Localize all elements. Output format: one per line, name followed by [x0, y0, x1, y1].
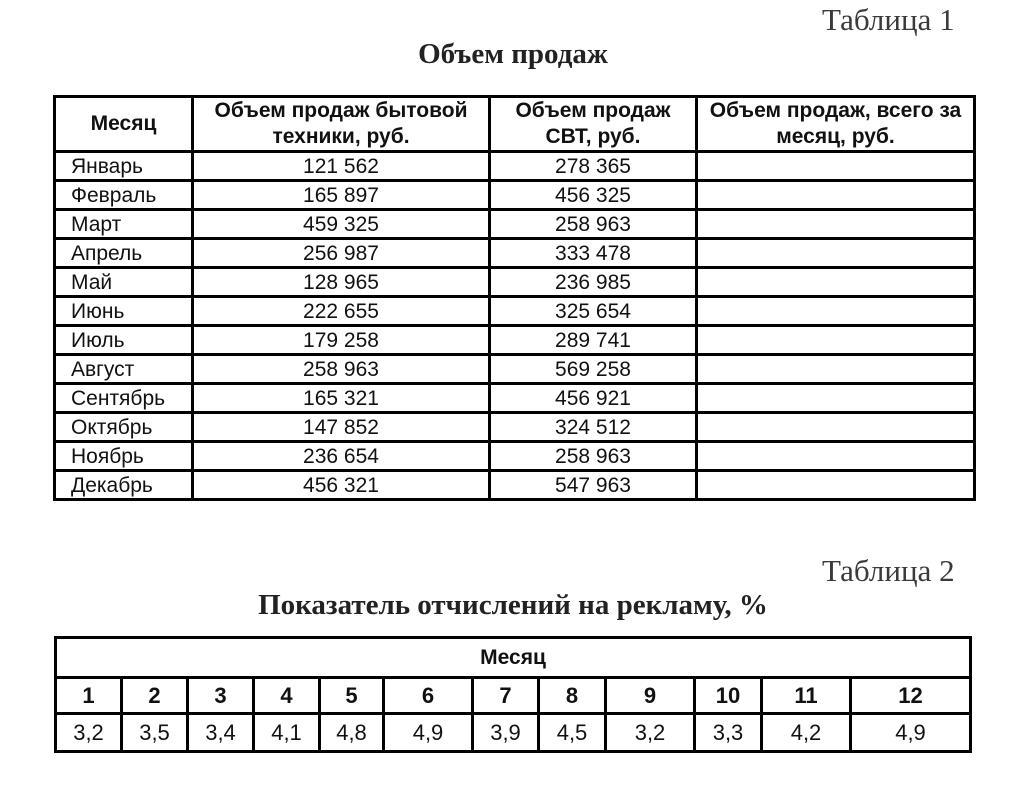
advertising-rate-cell: 4,9 — [851, 714, 971, 752]
table-row — [55, 239, 975, 268]
month-cell: Март — [55, 210, 193, 239]
month-cell: Февраль — [55, 181, 193, 210]
table-row — [55, 152, 975, 181]
table-2-title: Показатель отчислений на рекламу, % — [258, 589, 768, 621]
advertising-rate-cell: 4,9 — [384, 714, 473, 752]
svt-sales-cell: 258 963 — [490, 210, 697, 239]
appliances-sales-cell: 459 325 — [193, 210, 490, 239]
month-number-header: 5 — [320, 678, 384, 714]
appliances-sales-cell: 179 258 — [193, 326, 490, 355]
month-cell: Октябрь — [55, 413, 193, 442]
month-number-header: 12 — [851, 678, 971, 714]
table-1-caption: Таблица 1 — [822, 2, 955, 37]
advertising-rate-cell: 3,4 — [188, 714, 254, 752]
table-row — [55, 355, 975, 384]
month-cell: Ноябрь — [55, 442, 193, 471]
total-sales-cell — [697, 268, 975, 297]
total-sales-cell — [697, 210, 975, 239]
month-number-header: 4 — [254, 678, 320, 714]
advertising-rate-cell: 3,2 — [56, 714, 122, 752]
month-number-header: 1 — [56, 678, 122, 714]
month-number-header: 7 — [473, 678, 539, 714]
month-cell: Сентябрь — [55, 384, 193, 413]
column-header-svt-sales: Объем продаж СВТ, руб. — [490, 97, 697, 152]
table-row — [55, 442, 975, 471]
svt-sales-cell: 324 512 — [490, 413, 697, 442]
appliances-sales-cell: 258 963 — [193, 355, 490, 384]
svt-sales-cell: 278 365 — [490, 152, 697, 181]
month-cell: Август — [55, 355, 193, 384]
month-number-header: 2 — [122, 678, 188, 714]
month-number-header: 11 — [762, 678, 851, 714]
appliances-sales-cell: 236 654 — [193, 442, 490, 471]
table-row — [55, 268, 975, 297]
table-row — [55, 297, 975, 326]
column-header-appliances-sales: Объем продаж бытовой техники, руб. — [193, 97, 490, 152]
table-row — [55, 413, 975, 442]
month-number-header: 6 — [384, 678, 473, 714]
advertising-rate-cell: 3,3 — [695, 714, 762, 752]
total-sales-cell — [697, 297, 975, 326]
total-sales-cell — [697, 152, 975, 181]
table-row — [55, 181, 975, 210]
advertising-rate-cell: 4,5 — [539, 714, 606, 752]
column-group-header-month: Месяц — [56, 638, 971, 678]
appliances-sales-cell: 456 321 — [193, 471, 490, 500]
svt-sales-cell: 236 985 — [490, 268, 697, 297]
column-header-month: Месяц — [55, 97, 193, 152]
advertising-rate-cell: 3,9 — [473, 714, 539, 752]
table-row — [55, 471, 975, 500]
svt-sales-cell: 456 921 — [490, 384, 697, 413]
appliances-sales-cell: 165 897 — [193, 181, 490, 210]
month-cell: Январь — [55, 152, 193, 181]
total-sales-cell — [697, 413, 975, 442]
appliances-sales-cell: 128 965 — [193, 268, 490, 297]
table-row — [55, 384, 975, 413]
table-2-caption: Таблица 2 — [822, 553, 955, 588]
month-number-header: 10 — [695, 678, 762, 714]
svt-sales-cell: 258 963 — [490, 442, 697, 471]
table-1-title: Объем продаж — [418, 38, 608, 70]
svt-sales-cell: 456 325 — [490, 181, 697, 210]
svt-sales-cell: 569 258 — [490, 355, 697, 384]
month-cell: Апрель — [55, 239, 193, 268]
table-row — [55, 210, 975, 239]
svt-sales-cell: 325 654 — [490, 297, 697, 326]
advertising-rate-cell: 4,8 — [320, 714, 384, 752]
appliances-sales-cell: 256 987 — [193, 239, 490, 268]
month-number-header: 8 — [539, 678, 606, 714]
total-sales-cell — [697, 355, 975, 384]
advertising-rate-row — [56, 714, 971, 752]
advertising-rate-cell: 3,2 — [606, 714, 695, 752]
advertising-rate-cell: 4,2 — [762, 714, 851, 752]
table-header-row — [55, 97, 975, 152]
table-header-row — [56, 638, 971, 678]
appliances-sales-cell: 147 852 — [193, 413, 490, 442]
month-number-header: 9 — [606, 678, 695, 714]
advertising-rate-cell: 3,5 — [122, 714, 188, 752]
month-cell: Декабрь — [55, 471, 193, 500]
month-cell: Май — [55, 268, 193, 297]
month-number-row — [56, 678, 971, 714]
appliances-sales-cell: 222 655 — [193, 297, 490, 326]
svt-sales-cell: 333 478 — [490, 239, 697, 268]
appliances-sales-cell: 165 321 — [193, 384, 490, 413]
month-cell: Июнь — [55, 297, 193, 326]
total-sales-cell — [697, 239, 975, 268]
total-sales-cell — [697, 442, 975, 471]
advertising-rate-cell: 4,1 — [254, 714, 320, 752]
appliances-sales-cell: 121 562 — [193, 152, 490, 181]
column-header-total-sales: Объем продаж, всего за месяц, руб. — [697, 97, 975, 152]
advertising-rate-table — [54, 636, 972, 753]
svt-sales-cell: 547 963 — [490, 471, 697, 500]
total-sales-cell — [697, 384, 975, 413]
table-row — [55, 326, 975, 355]
month-number-header: 3 — [188, 678, 254, 714]
total-sales-cell — [697, 471, 975, 500]
sales-volume-table — [53, 95, 976, 501]
total-sales-cell — [697, 181, 975, 210]
sales-table-body — [55, 152, 975, 500]
svt-sales-cell: 289 741 — [490, 326, 697, 355]
month-cell: Июль — [55, 326, 193, 355]
total-sales-cell — [697, 326, 975, 355]
